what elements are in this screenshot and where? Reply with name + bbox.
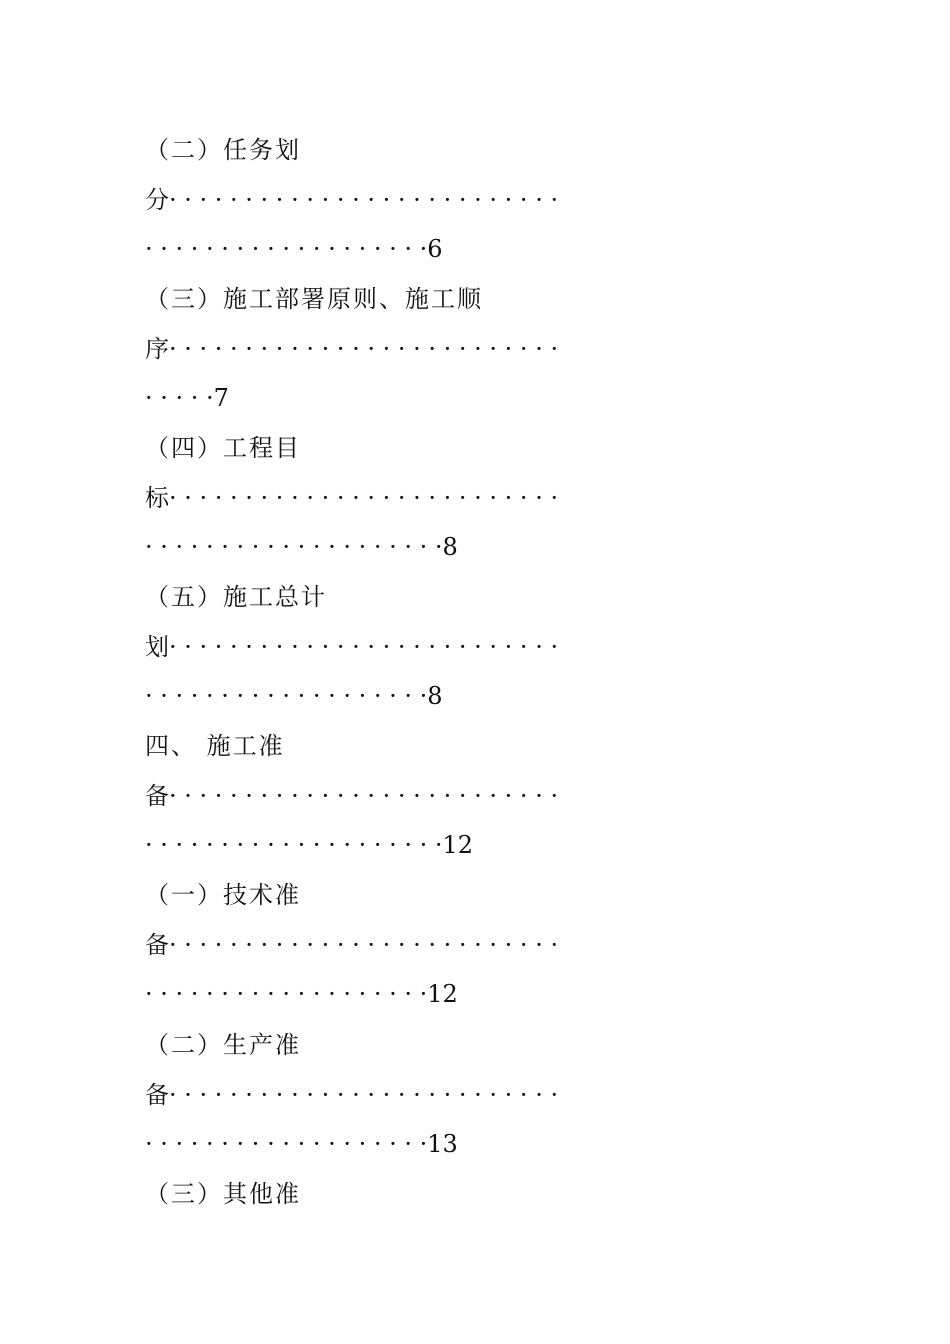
toc-page-number: 12	[427, 980, 458, 1008]
toc-entry-leader	[145, 329, 558, 369]
toc-entry-heading: （三）其他准	[145, 1180, 301, 1208]
toc-dot-leader: · · · · · · · · · · · · · · · · · · ·	[145, 1130, 428, 1158]
toc-entry-leader-end	[145, 676, 443, 716]
toc-entry-heading: （五）施工总计	[145, 583, 327, 611]
toc-entry-leader	[145, 925, 558, 965]
toc-entry-leader-end	[145, 1124, 458, 1164]
toc-entry-heading: （四）工程目	[145, 434, 301, 462]
toc-entry-leader-end	[145, 527, 458, 567]
toc-entry-lead-char: 备	[145, 782, 169, 810]
toc-entry-leader	[145, 1075, 558, 1115]
toc-entry-lead-char: 划	[145, 633, 169, 661]
toc-dot-leader: · · · · · · · · · · · · · · · · · · · ·	[145, 533, 443, 561]
toc-entry-lead-char: 标	[145, 484, 169, 512]
toc-dot-leader: · · · · · · · · · · · · · · · · · · · · · · · · · ·	[169, 186, 559, 214]
toc-dot-leader: · · · · · · · · · · · · · · · · · · · · · · · · · ·	[169, 1081, 559, 1109]
toc-entry-heading: 四、 施工准	[145, 732, 285, 760]
toc-entry-leader-end	[145, 229, 443, 269]
toc-dot-leader: · · · · ·	[145, 384, 214, 412]
toc-page-number: 8	[442, 533, 458, 561]
toc-page-number: 12	[442, 831, 474, 859]
toc-dot-leader: · · · · · · · · · · · · · · · · · · ·	[145, 980, 428, 1008]
toc-entry-heading: （三）施工部署原则、施工顺	[145, 285, 483, 313]
toc-entry-leader-end	[145, 378, 229, 418]
toc-dot-leader: · · · · · · · · · · · · · · · · · · · · · · · · · ·	[169, 782, 559, 810]
toc-entry-lead-char: 分	[145, 186, 169, 214]
toc-entry-lead-char: 备	[145, 1081, 169, 1109]
toc-entry-leader-end	[145, 825, 473, 865]
toc-dot-leader: · · · · · · · · · · · · · · · · · · ·	[145, 235, 428, 263]
toc-page-number: 8	[427, 682, 443, 710]
toc-dot-leader: · · · · · · · · · · · · · · · · · · · · · · · · · ·	[169, 931, 559, 959]
toc-page-number: 7	[213, 384, 229, 412]
toc-entry-leader	[145, 478, 558, 518]
toc-page-number: 6	[427, 235, 443, 263]
toc-entry-heading: （一）技术准	[145, 881, 301, 909]
toc-entry-leader-end	[145, 974, 458, 1014]
toc-dot-leader: · · · · · · · · · · · · · · · · · · · · · · · · · ·	[169, 335, 559, 363]
toc-dot-leader: · · · · · · · · · · · · · · · · · · ·	[145, 682, 428, 710]
toc-dot-leader: · · · · · · · · · · · · · · · · · · · · · · · · · ·	[169, 484, 559, 512]
toc-entry-heading: （二）任务划	[145, 136, 301, 164]
toc-entry-leader	[145, 180, 558, 220]
toc-entry-lead-char: 序	[145, 335, 169, 363]
toc-entry-lead-char: 备	[145, 931, 169, 959]
toc-entry-leader	[145, 627, 558, 667]
toc-entry-heading: （二）生产准	[145, 1031, 301, 1059]
toc-dot-leader: · · · · · · · · · · · · · · · · · · · · · · · · · ·	[169, 633, 559, 661]
toc-dot-leader: · · · · · · · · · · · · · · · · · · · ·	[145, 831, 443, 859]
toc-page-number: 13	[427, 1130, 458, 1158]
toc-entry-leader	[145, 776, 558, 816]
